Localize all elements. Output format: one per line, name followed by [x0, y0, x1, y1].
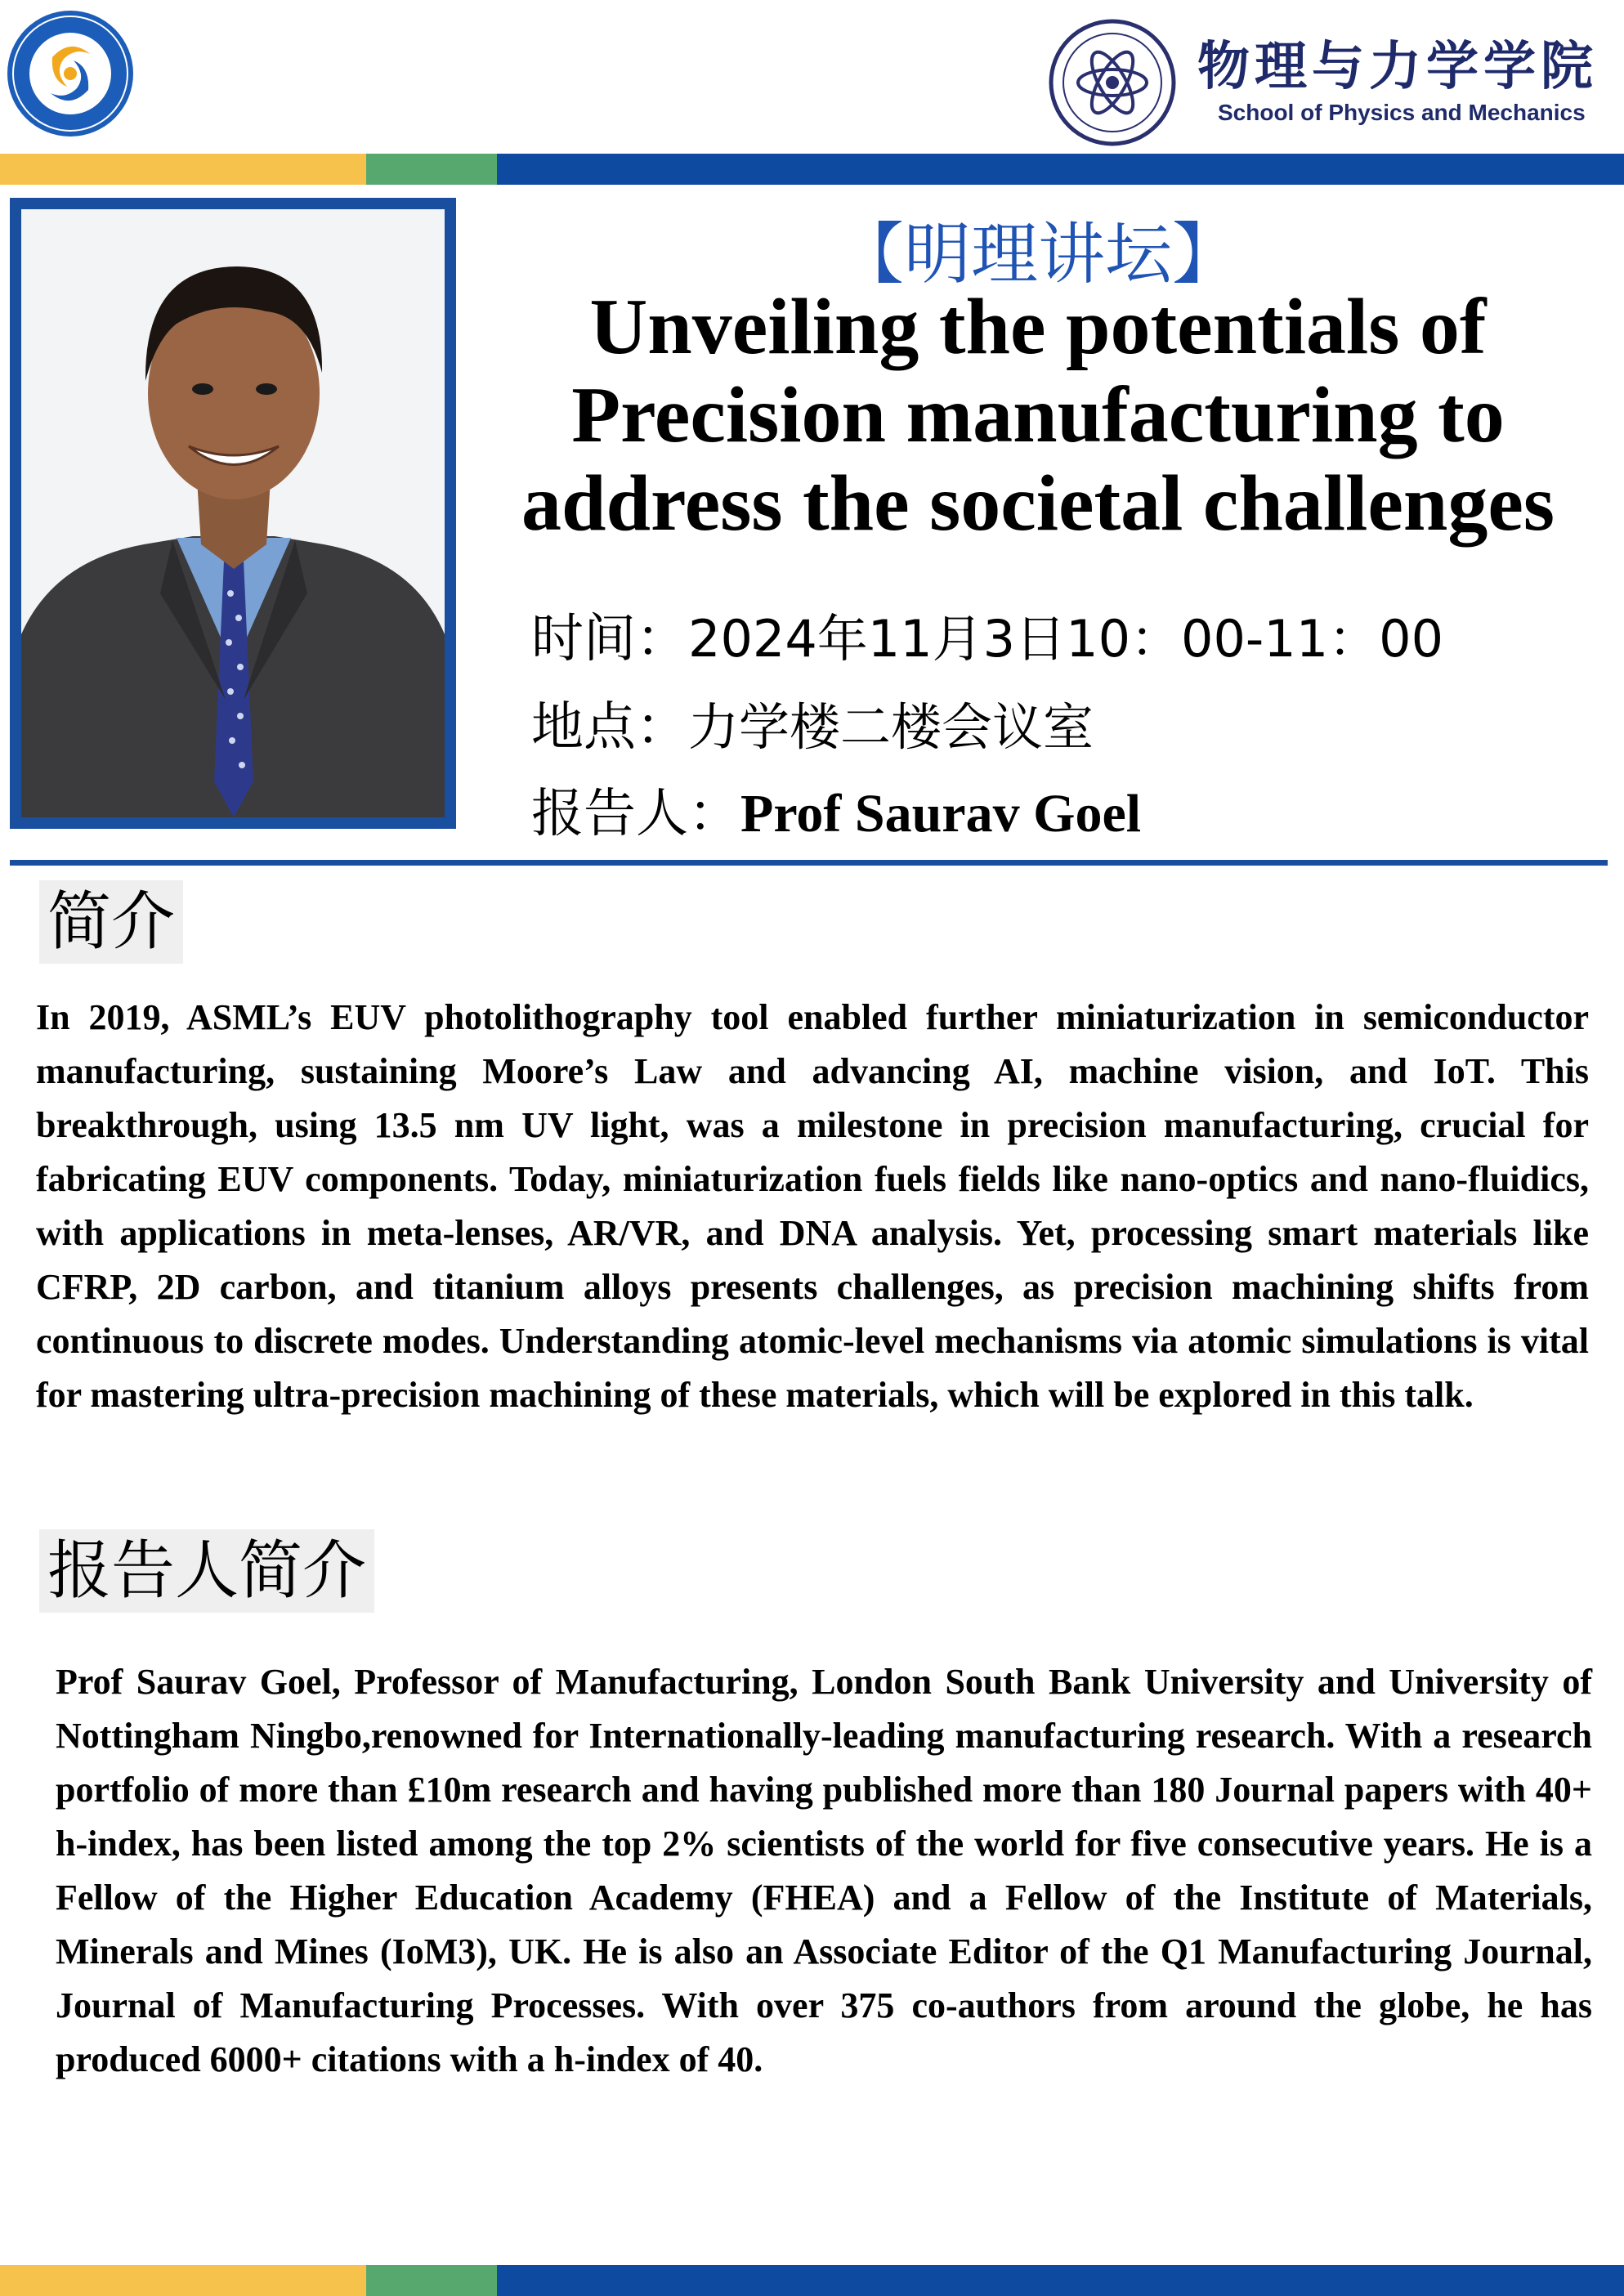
event-place-row: [531, 685, 1094, 760]
speaker-label: 报告人：: [531, 784, 740, 844]
place-label: 地点：: [531, 697, 688, 758]
time-label: 时间：: [531, 609, 688, 669]
talk-title-line: Precision manufacturing to: [571, 371, 1505, 459]
time-value: 2024年11月3日10：00-11：00: [688, 609, 1444, 669]
event-speaker-row: [531, 772, 1141, 847]
speaker-photo: [10, 198, 456, 829]
bottom-band-blue: [497, 2265, 1624, 2296]
talk-title: [490, 283, 1586, 548]
bottom-band-green: [366, 2265, 497, 2296]
speaker-portrait-icon: [21, 209, 445, 817]
talk-title-line: address the societal challenges: [521, 459, 1555, 548]
speaker-name: Prof Saurav Goel: [740, 784, 1142, 844]
top-band-blue: [497, 154, 1624, 185]
talk-title-line: Unveiling the potentials of: [589, 283, 1487, 371]
school-emblem-icon: [1048, 18, 1177, 147]
abstract-text: In 2019, ASML’s EUV photolithography tool enabled further miniaturization in semiconductor manufacturing, sustaining Moore’s Law and advancing AI, machine vision, and IoT. This breakthrough, using 13.5 nm UV light, was a milestone in precision manufacturing, crucial for fabricating EUV components. Today, miniaturization fuels fields like nano-optics and nano-fluidics, with applications in meta-lenses, AR/VR, and DNA analysis. Yet, processing smart materials like CFRP, 2D carbon, and titanium alloys presents challenges, as precision machining shifts from continuous to discrete modes. Understanding atomic-level mechanisms via atomic simulations is vital for mastering ultra-precision machining of these materials, which will be explored in this talk.: [36, 997, 1589, 1415]
abstract-heading: 简介: [39, 880, 183, 964]
school-name-cn: 物理与力学学院: [1197, 36, 1598, 97]
bio-heading: 报告人简介: [39, 1529, 374, 1613]
series-title: 【明理讲坛】: [836, 216, 1239, 293]
top-band-green: [366, 154, 497, 185]
bio-text: Prof Saurav Goel, Professor of Manufacturing, London South Bank University and University of Nottingham Ningbo,renowned for Internationally-leading manufacturing research. With a research portfolio of more than £10m research and having published more than 180 Journal papers with 40+ h-index, has been listed among the top 2% scientists of the world for five consecutive years. He is a Fellow of the Higher Education Academy (FHEA) and a Fellow of the Institute of Materials, Minerals and Mines (IoM3), UK. He is also an Associate Editor of the Q1 Manufacturing Journal, Journal of Manufacturing Processes. With over 375 co-authors from around the globe, he has produced 6000+ citations with a h-index of 40.: [56, 1662, 1592, 2079]
school-name-en: School of Physics and Mechanics: [1218, 100, 1586, 125]
top-band-yellow: [0, 154, 366, 185]
place-value: 力学楼二楼会议室: [688, 697, 1094, 757]
event-time-row: [531, 597, 1443, 672]
bottom-band-yellow: [0, 2265, 366, 2296]
university-seal-icon: [5, 8, 136, 139]
section-divider: [10, 860, 1608, 866]
